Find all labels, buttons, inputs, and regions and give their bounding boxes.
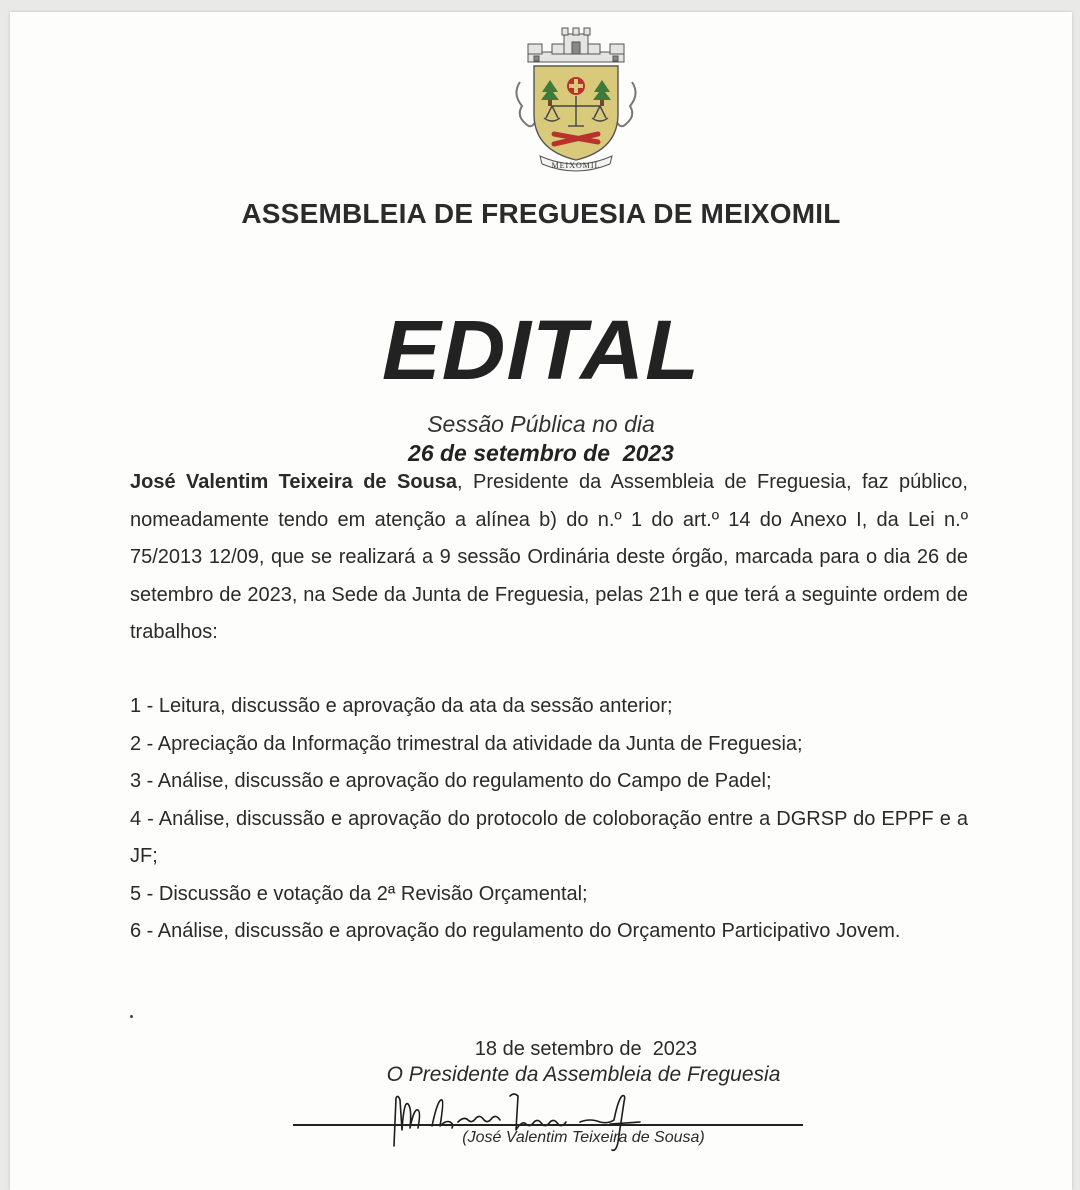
coat-of-arms-icon bbox=[506, 22, 646, 172]
president-name: José Valentim Teixeira de Sousa bbox=[130, 471, 457, 493]
organization-title: ASSEMBLEIA DE FREGUESIA DE MEIXOMIL bbox=[241, 198, 841, 229]
intro-paragraph bbox=[130, 464, 968, 652]
signature-line bbox=[293, 1124, 803, 1126]
signatory-role: O Presidente da Assembleia de Freguesia bbox=[386, 1063, 781, 1086]
agenda-list bbox=[130, 688, 974, 951]
agenda-item: 4 - Análise, discussão e aprovação do protocolo de coloboração entre a DGRSP do EPPF e a JF; bbox=[130, 807, 974, 867]
agenda-item: 6 - Análise, discussão e aprovação do regulamento do Orçamento Participativo Jovem. bbox=[130, 920, 901, 942]
agenda-item: 3 - Análise, discussão e aprovação do regulamento do Campo de Padel; bbox=[130, 770, 772, 792]
agenda-item: 2 - Apreciação da Informação trimestral da atividade da Junta de Freguesia; bbox=[130, 732, 803, 755]
session-date: 26 de setembro de 2023 bbox=[408, 440, 674, 466]
signatory-name: (José Valentim Teixeira de Sousa) bbox=[462, 1129, 705, 1146]
closing-date: 18 de setembro de 2023 bbox=[474, 1038, 698, 1060]
stray-mark bbox=[130, 1015, 133, 1018]
intro-text: , Presidente da Assembleia de Freguesia, faz público, nomeadamente tendo em atenção a alínea b) do n.º 1 do art.º 14 do Anexo I, da Lei n.º 75/2013 12/09, que se realizará a 9 sessão Ordinária deste órgão, marcada para o dia 26 de setembro de 2023, na Sede da Junta de Freguesia, pelas 21h e que terá a seguinte ordem de trabalhos: bbox=[130, 471, 968, 643]
document-title: EDITAL bbox=[381, 303, 701, 397]
agenda-item: 1 - Leitura, discussão e aprovação da ata da sessão anterior; bbox=[130, 695, 673, 717]
crest-motto: MEIXOMIL bbox=[551, 161, 601, 170]
agenda-item: 5 - Discussão e votação da 2ª Revisão Orçamental; bbox=[130, 882, 588, 905]
session-label: Sessão Pública no dia bbox=[427, 411, 655, 437]
document-page bbox=[10, 12, 1072, 1190]
